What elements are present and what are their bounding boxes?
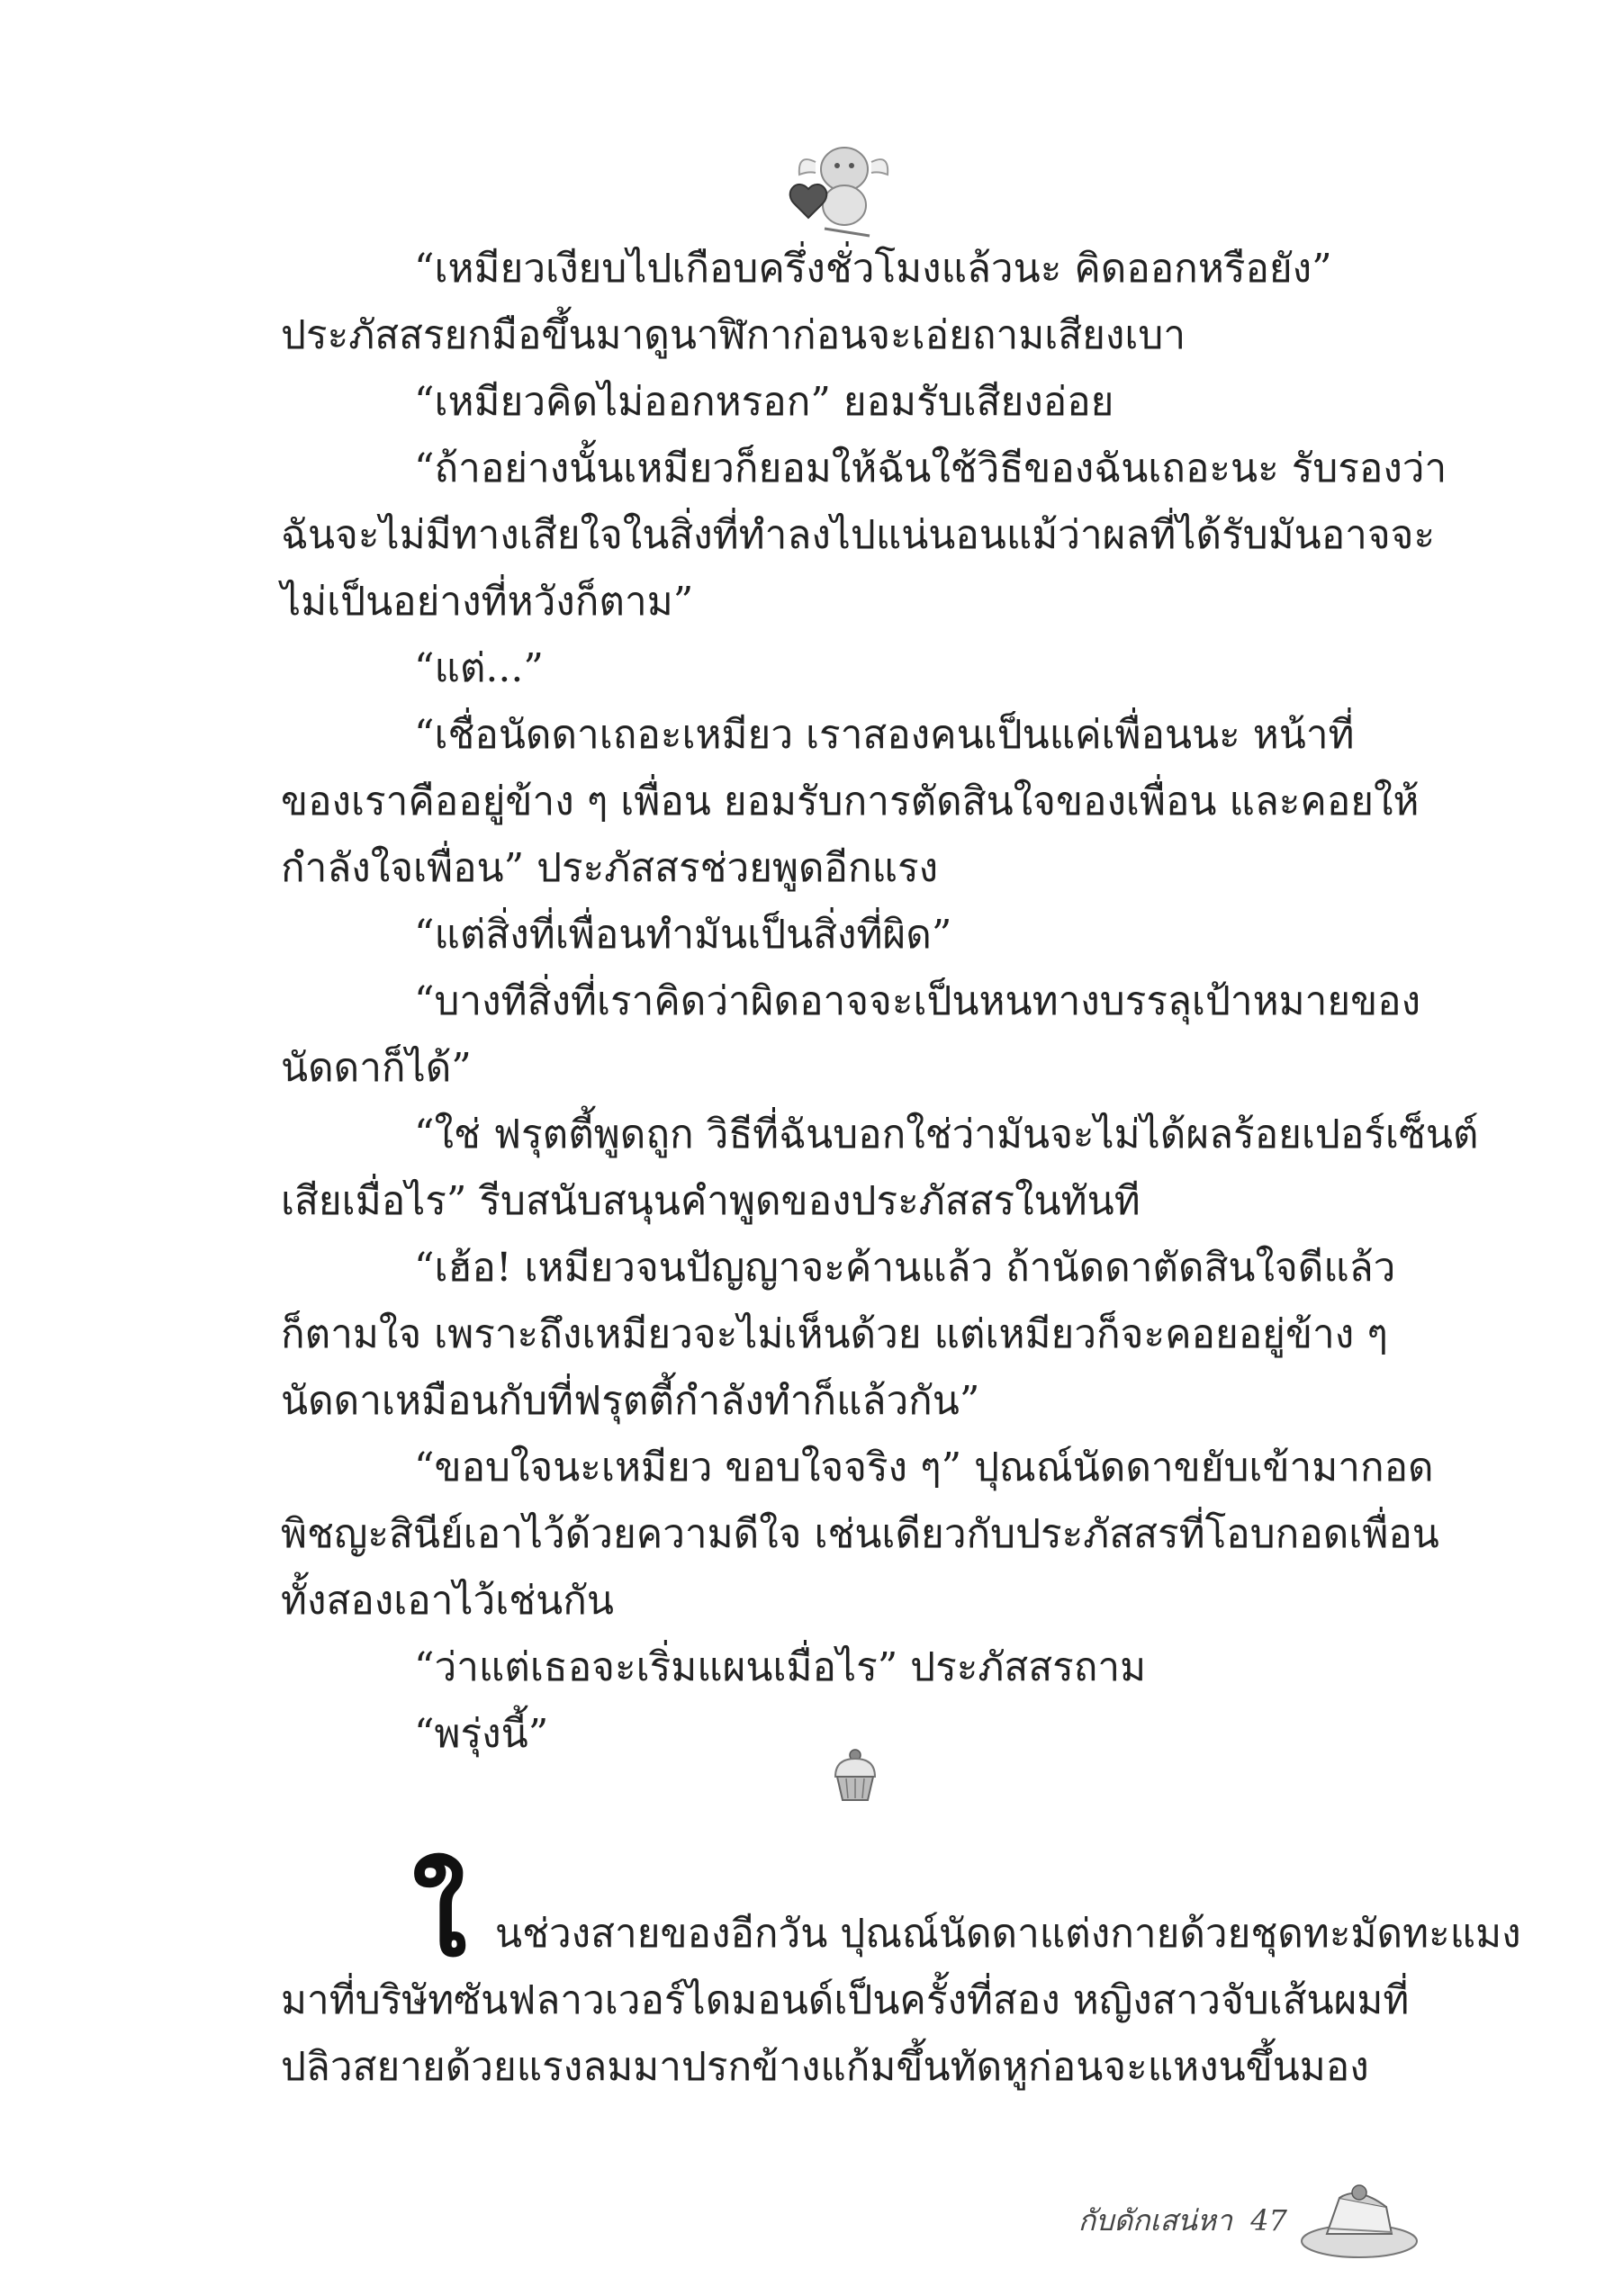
body-text xyxy=(281,236,1521,2101)
paragraph-line: “เหมียวเงียบไปเกือบครึ่งชั่วโมงแล้วนะ คิดออกหรือยัง” xyxy=(414,246,1332,292)
running-footer xyxy=(1078,2198,1287,2244)
paragraph-line: พิชญะสินีย์เอาไว้ด้วยความดีใจ เช่นเดียวกับประภัสสรที่โอบกอดเพื่อน xyxy=(281,1511,1439,1557)
paragraph-line: “ใช่ ฟรุตตี้พูดถูก วิธีที่ฉันบอกใช่ว่ามันจะไม่ได้ผลร้อยเปอร์เซ็นต์ xyxy=(414,1112,1479,1157)
paragraph-line: มาที่บริษัทซันฟลาวเวอร์ไดมอนด์เป็นครั้งที่สอง หญิงสาวจับเส้นผมที่ xyxy=(281,1977,1410,2023)
paragraph-line: เสียเมื่อไร” รีบสนับสนุนคำพูดของประภัสสรในทันที xyxy=(281,1178,1141,1224)
paragraph-line: ของเราคืออยู่ข้าง ๆ เพื่อน ยอมรับการตัดสินใจของเพื่อน และคอยให้ xyxy=(281,779,1420,824)
paragraph-line: กำลังใจเพื่อน” ประภัสสรช่วยพูดอีกแรง xyxy=(281,845,939,891)
section-first-line-text: นช่วงสายของอีกวัน ปุณณ์นัดดาแต่งกายด้วยชุดทะมัดทะแมง xyxy=(495,1911,1521,1957)
paragraph-line: ก็ตามใจ เพราะถึงเหมียวจะไม่เห็นด้วย แต่เหมียวก็จะคอยอยู่ข้าง ๆ xyxy=(281,1311,1388,1357)
paragraph-line: “ถ้าอย่างนั้นเหมียวก็ยอมให้ฉันใช้วิธีของฉันเถอะนะ รับรองว่า xyxy=(414,446,1447,491)
paragraph-line: ประภัสสรยกมือขึ้นมาดูนาฬิกาก่อนจะเอ่ยถามเสียงเบา xyxy=(281,312,1186,358)
paragraph-line: ฉันจะไม่มีทางเสียใจในสิ่งที่ทำลงไปแน่นอนแม้ว่าผลที่ได้รับมันอาจจะ xyxy=(281,512,1436,558)
paragraph-line: “พรุ่งนี้” xyxy=(414,1711,549,1757)
cupcake-icon xyxy=(828,1746,882,1805)
paragraph-line: “เฮ้อ! เหมียวจนปัญญาจะค้านแล้ว ถ้านัดดาตัดสินใจดีแล้ว xyxy=(414,1245,1396,1291)
paragraph-line: ทั้งสองเอาไว้เช่นกัน xyxy=(281,1578,614,1624)
paragraph-line: ปลิวสยายด้วยแรงลมมาปรกข้างแก้มขึ้นทัดหูก่อนจะแหงนขึ้นมอง xyxy=(281,2044,1369,2090)
book-title: กับดักเสน่หา xyxy=(1078,2203,1232,2237)
paragraph-line: “บางทีสิ่งที่เราคิดว่าผิดอาจจะเป็นหนทางบรรลุเป้าหมายของ xyxy=(414,978,1421,1024)
paragraph-line: นัดดาก็ได้” xyxy=(281,1045,472,1091)
paragraph-line: “เชื่อนัดดาเถอะเหมียว เราสองคนเป็นแค่เพื่อนนะ หน้าที่ xyxy=(414,712,1355,758)
paragraph-line: ไม่เป็นอย่างที่หวังก็ตาม” xyxy=(281,579,694,625)
paragraph-line: “ว่าแต่เธอจะเริ่มแผนเมื่อไร” ประภัสสรถาม xyxy=(414,1644,1147,1690)
paragraph-line: นัดดาเหมือนกับที่ฟรุตตี้กำลังทำก็แล้วกัน” xyxy=(281,1378,980,1424)
paragraph-line: “แต่...” xyxy=(414,645,544,691)
page-footer xyxy=(954,2171,1422,2270)
section-first-line xyxy=(281,1851,1521,1982)
page-number: 47 xyxy=(1250,2203,1287,2237)
drop-cap: ใ xyxy=(412,1851,467,1982)
cupid-with-heart-icon xyxy=(789,135,888,243)
paragraph-line: “ขอบใจนะเหมียว ขอบใจจริง ๆ” ปุณณ์นัดดาขยับเข้ามากอด xyxy=(414,1445,1434,1490)
cake-slice-icon xyxy=(1296,2171,1422,2261)
paragraph-line: “เหมียวคิดไม่ออกหรอก” ยอมรับเสียงอ่อย xyxy=(414,379,1114,425)
paragraph-line: “แต่สิ่งที่เพื่อนทำมันเป็นสิ่งที่ผิด” xyxy=(414,912,952,958)
